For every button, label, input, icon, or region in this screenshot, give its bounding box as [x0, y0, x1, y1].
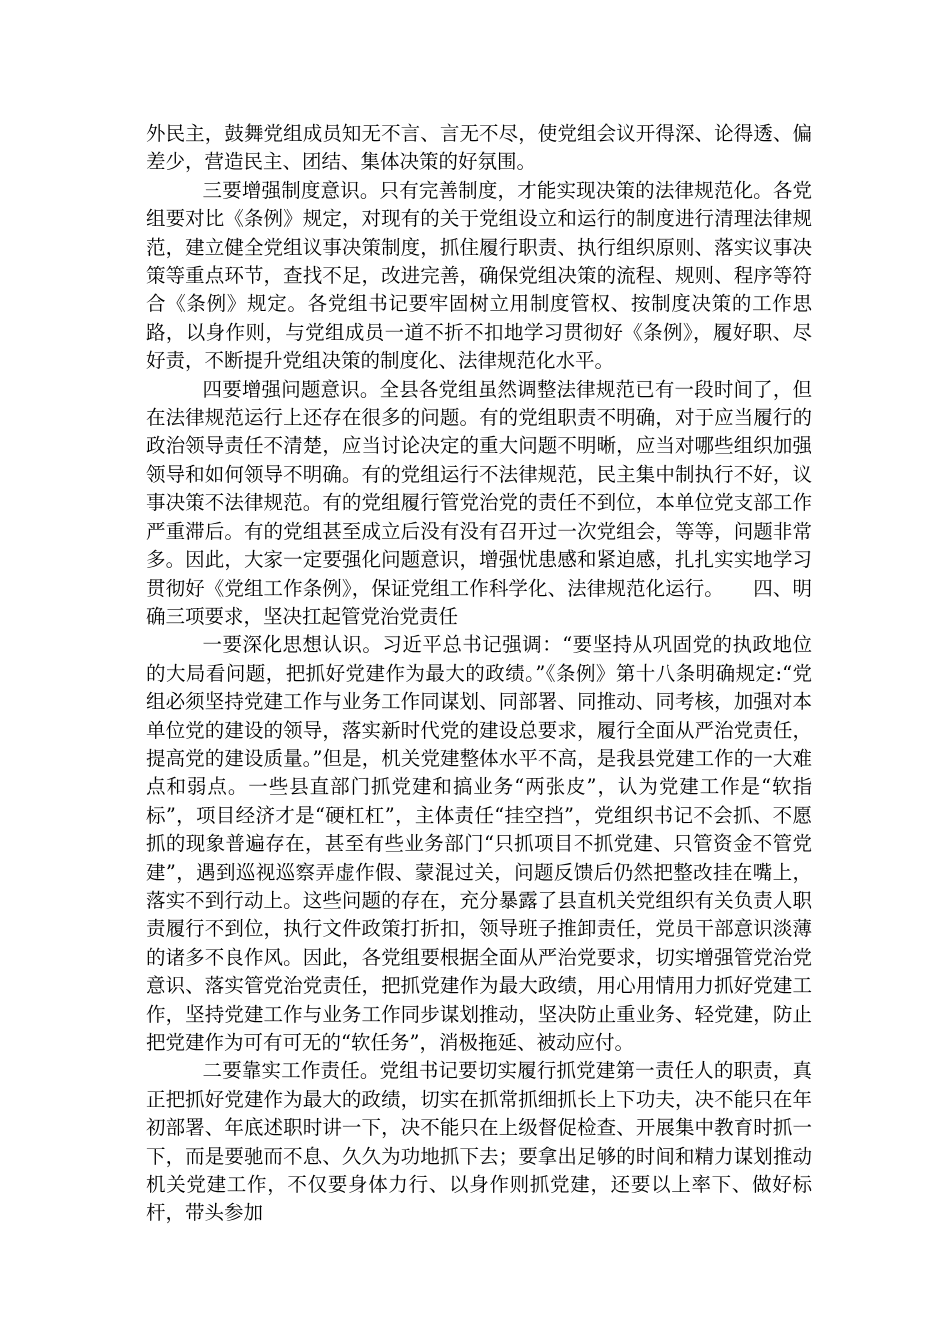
- document-page: [146, 120, 812, 1228]
- paragraph-institution-awareness: 三要增强制度意识。只有完善制度，才能实现决策的法律规范化。各党组要对比《条例》规定，对现有的关于党组设立和运行的制度进行清理法律规范，建立健全党组议事决策制度，抓住履行职责、执行组织原则、落实议事决策等重点环节，查找不足，改进完善，确保党组决策的流程、规则、程序等符合《条例》规定。各党组书记要牢固树立用制度管权、按制度决策的工作思路，以身作则，与党组成员一道不折不扣地学习贯彻好《条例》，履好职、尽好责，不断提升党组决策的制度化、法律规范化水平。: [146, 178, 812, 373]
- paragraph-problem-awareness: 四要增强问题意识。全县各党组虽然调整法律规范已有一段时间了，但在法律规范运行上还存在很多的问题。有的党组职责不明确，对于应当履行的政治领导责任不清楚，应当讨论决定的重大问题不明晰，应当对哪些组织加强领导和如何领导不明确。有的党组运行不法律规范，民主集中制执行不好，议事决策不法律规范。有的党组履行管党治党的责任不到位，本单位党支部工作严重滞后。有的党组甚至成立后没有没有召开过一次党组会，等等，问题非常多。因此，大家一定要强化问题意识，增强忧患感和紧迫感，扎扎实实地学习贯彻好《党组工作条例》，保证党组工作科学化、法律规范化运行。 四、明确三项要求，坚决扛起管党治党责任: [146, 377, 812, 628]
- paragraph-deepen-understanding: 一要深化思想认识。习近平总书记强调：“要坚持从巩固党的执政地位的大局看问题，把抓好党建作为最大的政绩。”《条例》第十八条明确规定:“党组必须坚持党建工作与业务工作同谋划、同部署、同推动、同考核，加强对本单位党的建设的领导，落实新时代党的建设总要求，履行全面从严治党责任，提高党的建设质量。”但是，机关党建整体水平不高，是我县党建工作的一大难点和弱点。一些县直部门抓党建和搞业务“两张皮”，认为党建工作是“软指标”，项目经济才是“硬杠杠”，主体责任“挂空挡”，党组织书记不会抓、不愿抓的现象普遍存在，甚至有些业务部门“只抓项目不抓党建、只管资金不管党建”，遇到巡视巡察弄虚作假、蒙混过关，问题反馈后仍然把整改挂在嘴上，落实不到行动上。这些问题的存在，充分暴露了县直机关党组织有关负责人职责履行不到位，执行文件政策打折扣，领导班子推卸责任，党员干部意识淡薄的诸多不良作风。因此，各党组要根据全面从严治党要求，切实增强管党治党意识、落实管党治党责任，把抓党建作为最大政绩，用心用情用力抓好党建工作，坚持党建工作与业务工作同步谋划推动，坚决防止重业务、轻党建，防止把党建作为可有可无的“软任务”，消极拖延、被动应付。: [146, 633, 812, 1054]
- paragraph-work-responsibility: 二要靠实工作责任。党组书记要切实履行抓党建第一责任人的职责，真正把抓好党建作为最大的政绩，切实在抓常抓细抓长上下功夫，决不能只在年初部署、年底述职时讲一下，决不能只在上级督促检查、开展集中教育时抓一下，而是要驰而不息、久久为功地抓下去；要拿出足够的时间和精力谋划推动机关党建工作，不仅要身体力行、以身作则抓党建，还要以上率下、做好标杆，带头参加: [146, 1059, 812, 1225]
- paragraph-continuation: 外民主，鼓舞党组成员知无不言、言无不尽，使党组会议开得深、论得透、偏差少，营造民主、团结、集体决策的好氛围。: [146, 122, 812, 174]
